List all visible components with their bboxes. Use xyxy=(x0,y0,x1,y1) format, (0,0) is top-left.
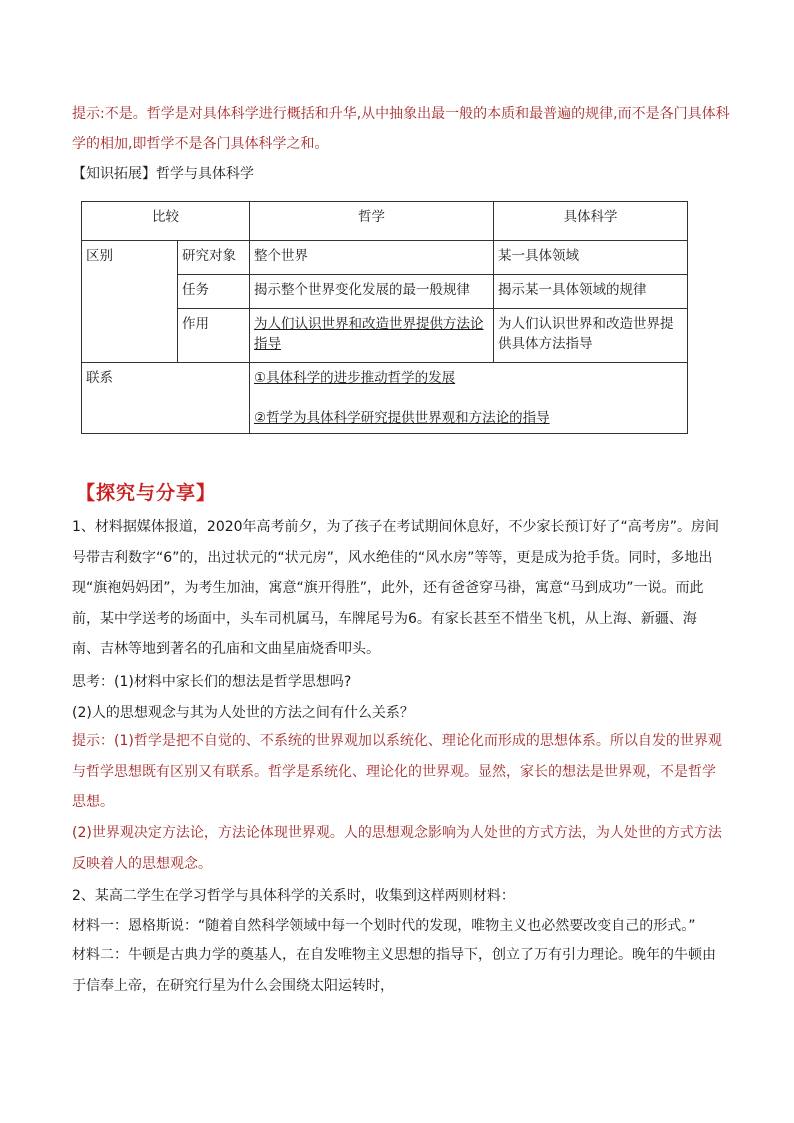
header-science: 具体科学 xyxy=(494,202,688,241)
row-philosophy: 整个世界 xyxy=(250,241,494,275)
q2-material-2: 材料二：牛顿是古典力学的奠基人，在自发唯物主义思想的指导下，创立了万有引力理论。晚年的牛顿由于信奉上帝，在研究行星为什么会围绕太阳运转时， xyxy=(72,947,716,994)
row-science: 某一具体领域 xyxy=(494,241,688,275)
row-label: 作用 xyxy=(178,309,250,363)
header-compare: 比较 xyxy=(82,202,250,241)
link-cell xyxy=(250,363,688,434)
row-science: 揭示某一具体领域的规律 xyxy=(494,275,688,309)
row-philosophy: 为人们认识世界和改造世界提供方法论指导 xyxy=(250,309,494,363)
comparison-table xyxy=(81,201,688,434)
hint-line-1: 提示:不是。哲学是对具体科学进行概括和升华,从中抽象出最一般的本质和最普遍的规律,而不是各门具体科 xyxy=(72,106,730,122)
row-label: 研究对象 xyxy=(178,241,250,275)
table-row xyxy=(82,241,688,275)
q1-think-2: (2)人的思想观念与其为人处世的方法之间有什么关系？ xyxy=(72,705,414,721)
knowledge-heading: 【知识拓展】哲学与具体科学 xyxy=(72,166,254,182)
diff-label: 区别 xyxy=(82,241,178,363)
hint-line-2: 学的相加,即哲学不是各门具体科学之和。 xyxy=(72,136,329,152)
table-header-row xyxy=(82,202,688,241)
section-title: 【探究与分享】 xyxy=(76,482,217,504)
link-item: ②哲学为具体科学研究提供世界观和方法论的指导 xyxy=(254,410,550,426)
row-label: 任务 xyxy=(178,275,250,309)
q1-think-1: 思考：(1)材料中家长们的想法是哲学思想吗? xyxy=(72,674,352,690)
header-philosophy: 哲学 xyxy=(250,202,494,241)
row-science: 为人们认识世界和改造世界提供具体方法指导 xyxy=(494,309,688,363)
q1-hint-1: 提示：(1)哲学是把不自觉的、不系统的世界观加以系统化、理论化而形成的思想体系。所以自发的世界观与哲学思想既有区别又有联系。哲学是系统化、理论化的世界观。显然，家长的想法是世界观，不是哲学思想。 xyxy=(72,733,722,810)
link-item: ①具体科学的进步推动哲学的发展 xyxy=(254,370,456,386)
q2-intro: 2、某高二学生在学习哲学与具体科学的关系时，收集到这样两则材料： xyxy=(72,888,515,904)
q2-material-1: 材料一：恩格斯说：“随着自然科学领域中每一个划时代的发现，唯物主义也必然要改变自己的形式。” xyxy=(72,918,696,934)
q1-material: 1、材料据媒体报道，2020年高考前夕，为了孩子在考试期间休息好，不少家长预订好了“高考房”。房间号带吉利数字“6”的，出过状元的“状元房”，风水绝佳的“风水房”等等，更是成为抢手货。同时，多地出现“旗袍妈妈团”，为考生加油，寓意“旗开得胜”，此外，还有爸爸穿马褂，寓意“马到成功”一说。而此前，某中学送考的场面中，头车司机属马，车牌尾号为6。有家长甚至不惜坐飞机，从上海、新疆、海南、吉林等地到著名的孔庙和文曲星庙烧香叩头。 xyxy=(72,519,720,657)
link-label: 联系 xyxy=(82,363,250,434)
row-philosophy: 揭示整个世界变化发展的最一般规律 xyxy=(250,275,494,309)
q1-hint-2: (2)世界观决定方法论，方法论体现世界观。人的思想观念影响为人处世的方式方法，为人处世的方式方法反映着人的思想观念。 xyxy=(72,825,722,872)
table-row xyxy=(82,363,688,434)
